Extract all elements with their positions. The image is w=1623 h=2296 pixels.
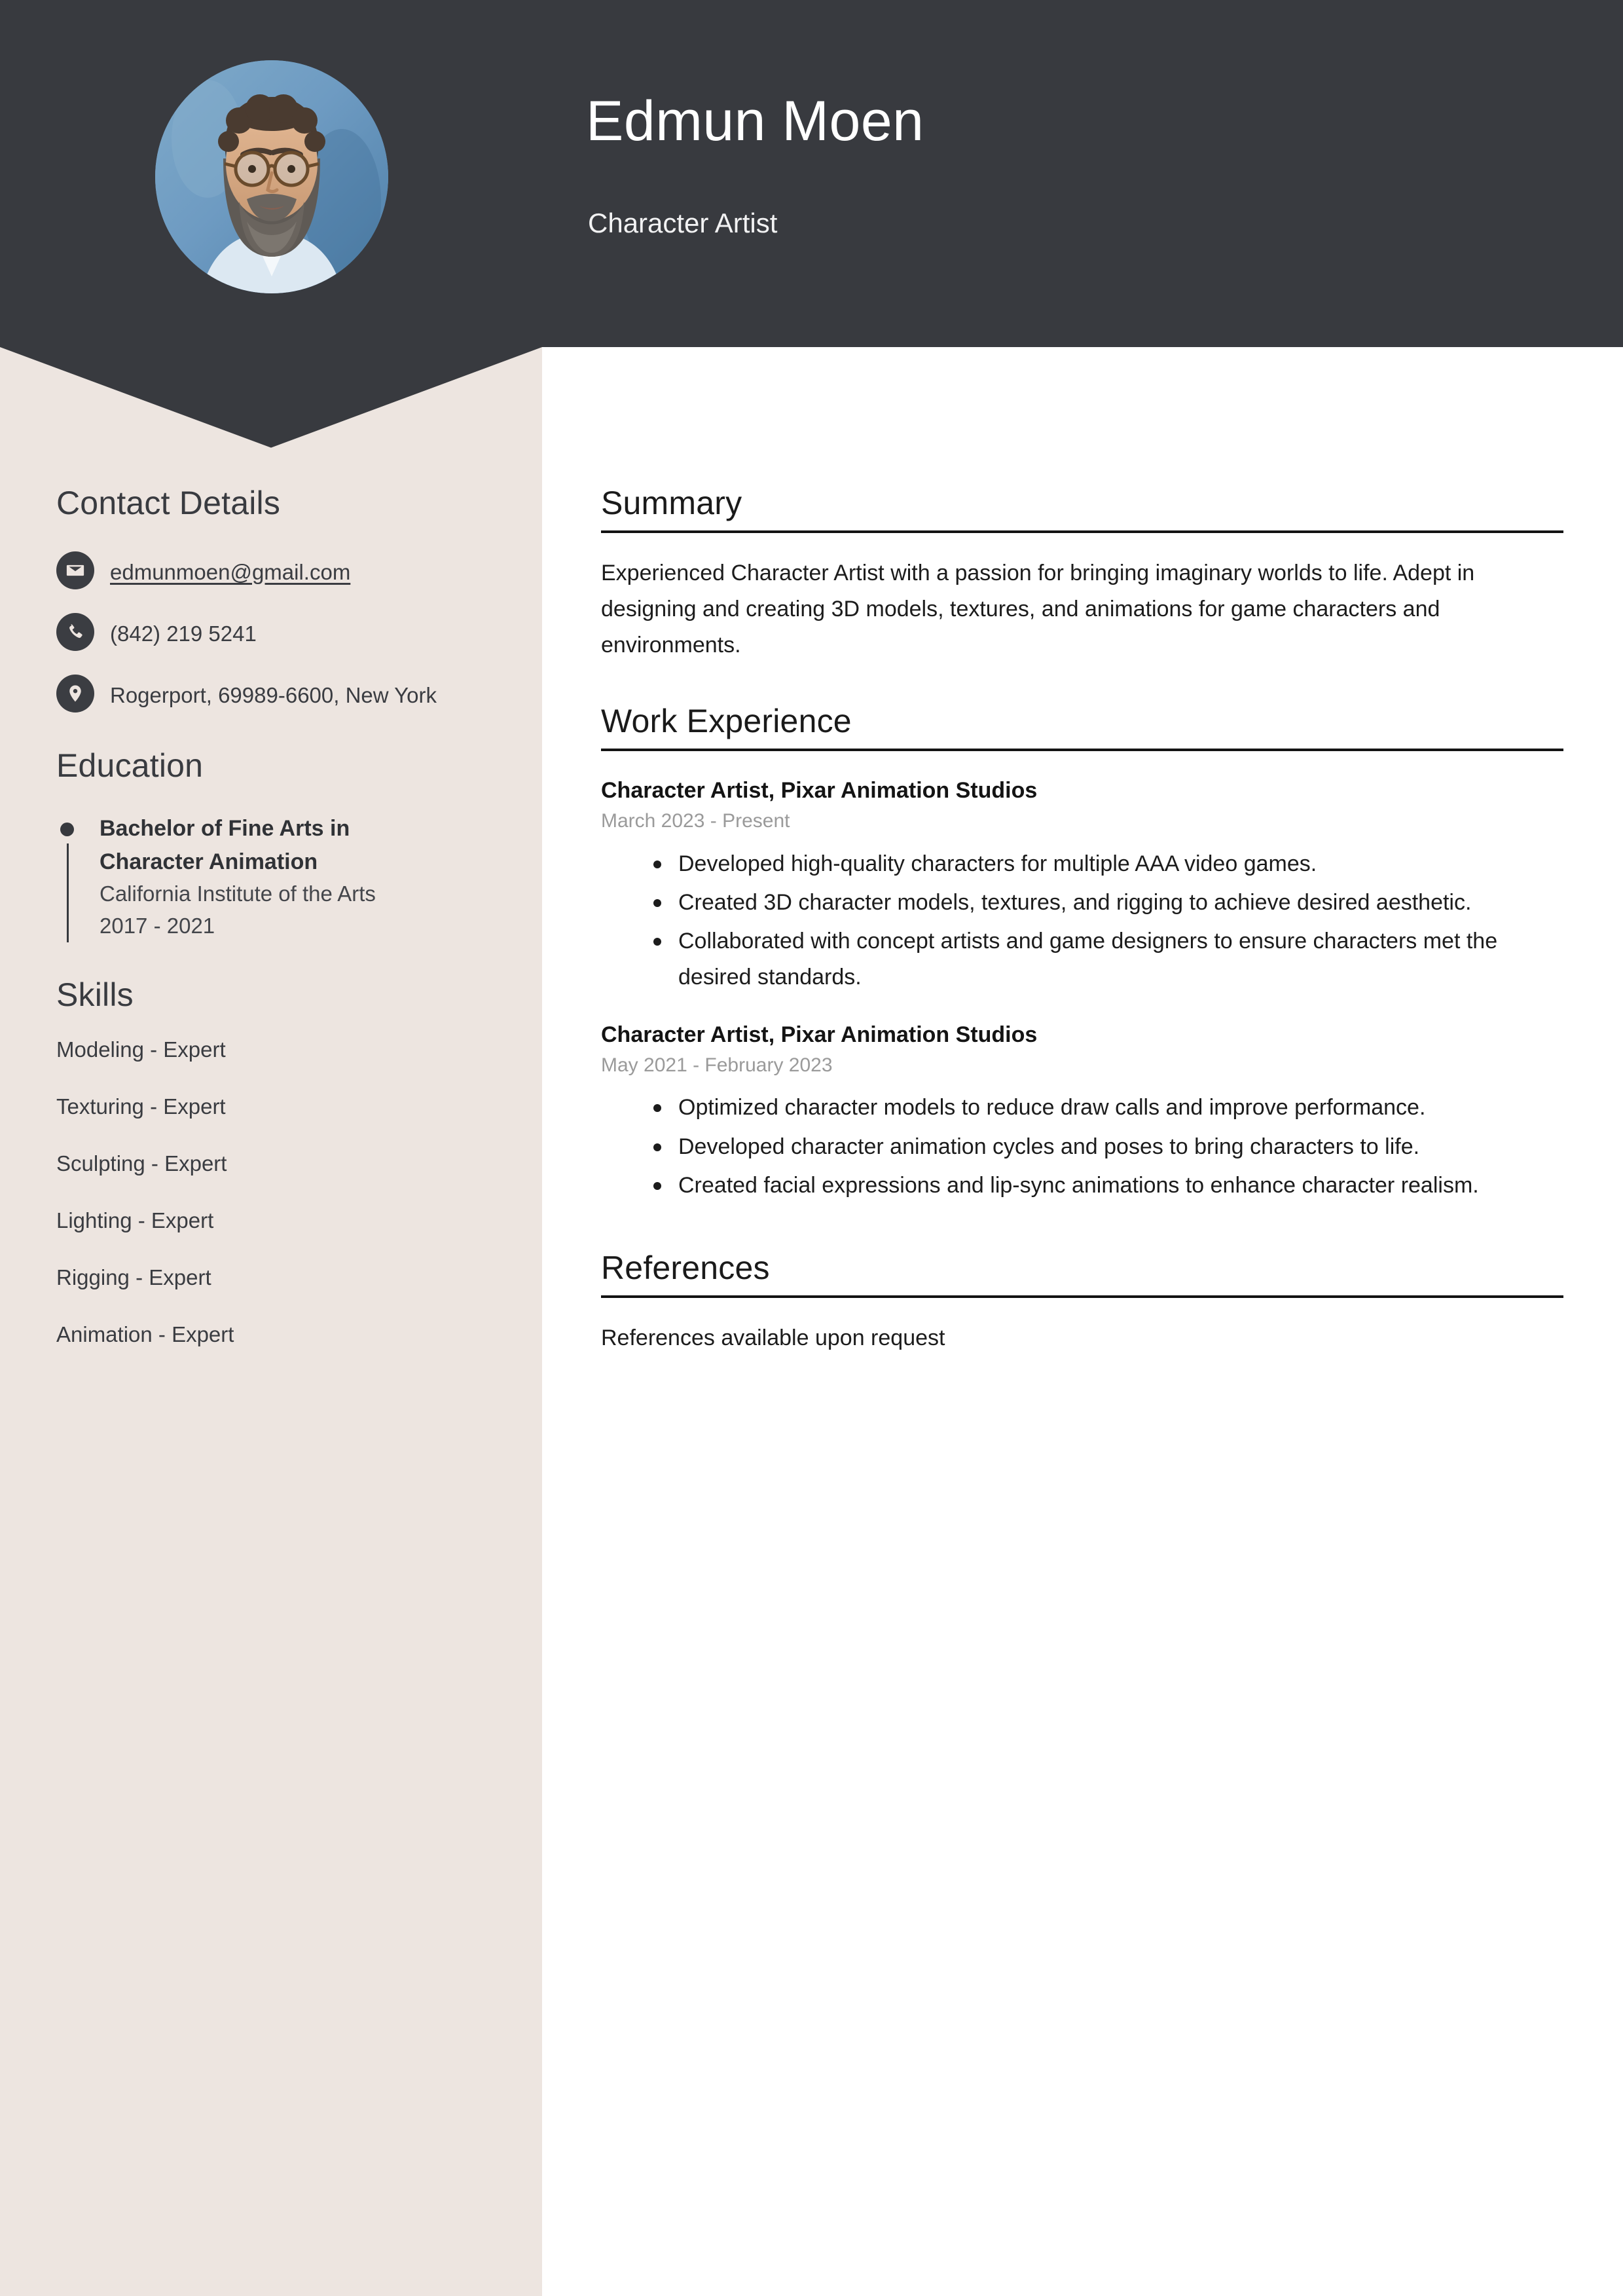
section-divider (601, 1295, 1563, 1298)
skills-list (56, 1036, 501, 1348)
contact-details-section (56, 485, 501, 713)
summary-section (601, 485, 1563, 663)
phone-number: (842) 219 5241 (110, 621, 257, 646)
location-pin-icon (56, 675, 94, 713)
work-experience-heading: Work Experience (601, 703, 852, 740)
address-text: Rogerport, 69989-6600, New York (110, 683, 437, 708)
skills-section (56, 976, 501, 1349)
phone-icon (56, 613, 94, 651)
job-title: Character Artist, Pixar Animation Studios (601, 1022, 1038, 1048)
education-school: California Institute of the Arts (100, 881, 376, 906)
list-item: Animation - Expert (56, 1322, 234, 1346)
list-item: Sculpting - Expert (56, 1151, 227, 1176)
list-item: Collaborated with concept artists and game designers to ensure characters met the desired standards. (678, 923, 1563, 995)
main-content (601, 485, 1563, 1396)
bullet-dot-icon (60, 823, 74, 836)
section-divider (601, 749, 1563, 751)
job-entry (601, 776, 1563, 995)
job-entry (601, 1020, 1563, 1204)
email-link[interactable]: edmunmoen@gmail.com (110, 559, 351, 584)
education-dates: 2017 - 2021 (100, 913, 215, 938)
sidebar (0, 485, 542, 1377)
references-heading: References (601, 1249, 770, 1286)
references-text: References available upon request (601, 1325, 945, 1350)
education-degree: Bachelor of Fine Arts in Character Animation (100, 816, 350, 874)
list-item: Created 3D character models, textures, and rigging to achieve desired aesthetic. (678, 885, 1563, 921)
contact-details-heading: Contact Details (56, 485, 281, 521)
education-item (56, 812, 501, 942)
work-experience-section (601, 703, 1563, 1203)
job-dates: March 2023 - Present (601, 810, 790, 832)
summary-text: Experienced Character Artist with a passion for bringing imaginary worlds to life. Adept in designing and creating 3D models, textures, and animations for game characters and environments. (601, 561, 1475, 658)
job-bullet-list (601, 846, 1563, 995)
contact-item-email[interactable] (56, 551, 501, 589)
education-heading: Education (56, 747, 204, 784)
references-section (601, 1250, 1563, 1356)
list-item: Created facial expressions and lip-sync animations to enhance character realism. (678, 1168, 1563, 1204)
list-item: Texturing - Expert (56, 1094, 226, 1119)
timeline-rule (67, 843, 69, 942)
contact-list (56, 551, 501, 713)
list-item: Developed character animation cycles and poses to bring characters to life. (678, 1129, 1563, 1165)
job-title: Character Artist, Pixar Animation Studios (601, 778, 1038, 804)
list-item: Developed high-quality characters for multiple AAA video games. (678, 846, 1563, 882)
summary-heading: Summary (601, 485, 742, 521)
list-item: Rigging - Expert (56, 1265, 211, 1289)
avatar (155, 60, 388, 293)
skills-heading: Skills (56, 976, 134, 1013)
list-item: Optimized character models to reduce draw calls and improve performance. (678, 1090, 1563, 1126)
list-item: Lighting - Expert (56, 1208, 214, 1232)
list-item: Modeling - Expert (56, 1037, 226, 1062)
job-bullet-list (601, 1090, 1563, 1203)
job-dates: May 2021 - February 2023 (601, 1054, 833, 1076)
envelope-icon (56, 551, 94, 589)
contact-item-phone[interactable] (56, 613, 501, 651)
job-role-subtitle: Character Artist (588, 208, 778, 238)
section-divider (601, 530, 1563, 533)
education-section (56, 747, 501, 942)
page-title: Edmun Moen (586, 90, 924, 153)
contact-item-address (56, 675, 501, 713)
